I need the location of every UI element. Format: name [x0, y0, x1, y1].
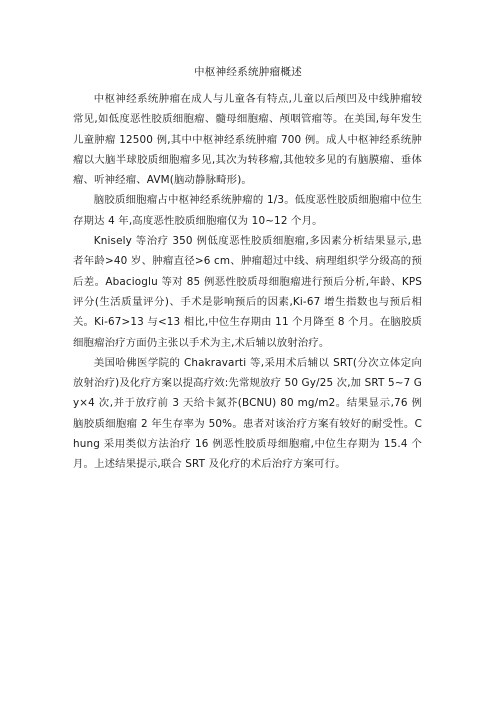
paragraph-prognosis-studies: Knisely 等治疗 350 例低度恶性胶质细胞瘤,多因素分析结果显示,患者年龄>40 岁、肿瘤直径>6 cm、肿瘤超过中线、病理组织学分级高的预后差。Abacioglu 等对 85 例恶性胶质母细胞瘤进行预后分析,年龄、KPS 评分(生活质量评分)、手术是影响预后的因素,Ki-67 增生指数也与预后相关。Ki-67>13 与<13 相比,中位生存期由 11 个月降至 8 个月。在脑胶质细胞瘤治疗方面仍主张以手术为主,术后辅以放射治疗。 [73, 235, 422, 349]
paragraph-glioma-survival: 脑胶质细胞瘤占中枢神经系统肿瘤的 1/3。低度恶性胶质细胞瘤中位生存期达 4 年,高度恶性胶质细胞瘤仅为 10~12 个月。 [73, 194, 422, 227]
document-title: 中枢神经系统肿瘤概述 [194, 66, 302, 78]
paragraph-overview: 中枢神经系统肿瘤在成人与儿童各有特点,儿童以后颅凹及中线肿瘤较常见,如低度恶性胶质细胞瘤、髓母细胞瘤、颅咽管瘤等。在美国,每年发生儿童肿瘤 12500 例,其中中枢神经系统肿瘤 700 例。成人中枢神经系统肿瘤以大脑半球胶质细胞瘤多见,其次为转移瘤,其他较多见的有脑膜瘤、垂体瘤、听神经瘤、AVM(脑动静脉畸形)。 [73, 93, 422, 187]
document-body [73, 89, 422, 475]
paragraph-srt-chemotherapy: 美国哈佛医学院的 Chakravarti 等,采用术后辅以 SRT(分次立体定向放射治疗)及化疗方案以提高疗效:先常规放疗 50 Gy/25 次,加 SRT 5~7 Gy×4 次,并于放疗前 3 天给卡氮芥(BCNU) 80 mg/m2。结果显示,76 例脑胶质细胞瘤 2 年生存率为 50%。患者对该治疗方案有较好的耐受性。Chung 采用类似方法治疗 16 例恶性胶质母细胞瘤,中位生存期为 15.4 个月。上述结果提示,联合 SRT 及化疗的术后治疗方案可行。 [73, 356, 423, 471]
